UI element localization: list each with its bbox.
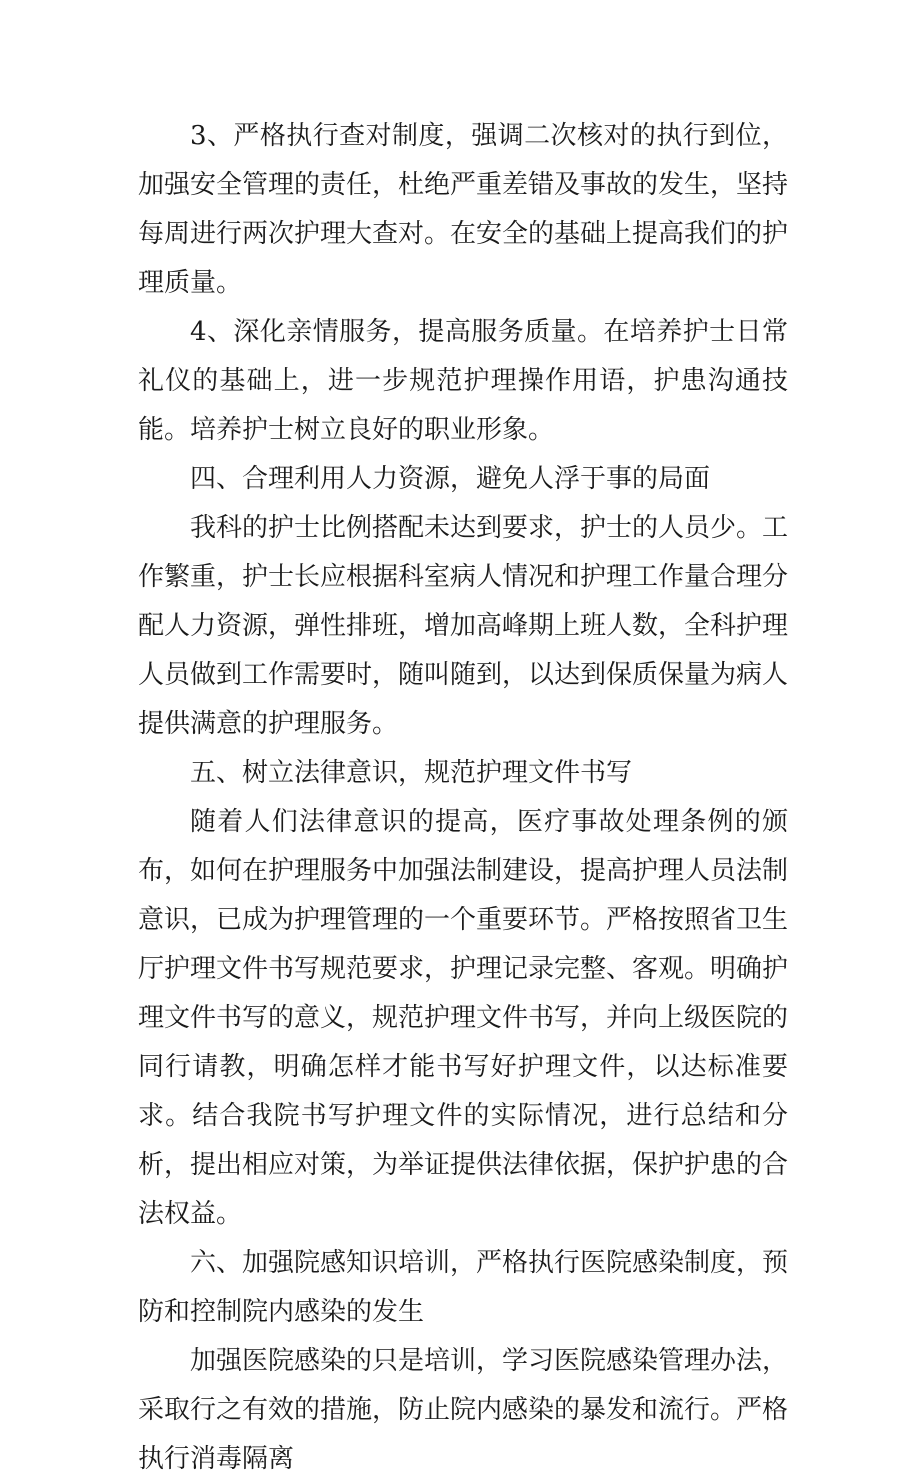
paragraph-staffing: 我科的护士比例搭配未达到要求，护士的人员少。工作繁重，护士长应根据科室病人情况和护理工作量合理分配人力资源，弹性排班，增加高峰期上班人数，全科护理人员做到工作需要时，随叫随到，以达到保质保量为病人提供满意的护理服务。	[138, 513, 789, 739]
paragraph-item-3: 3、严格执行查对制度，强调二次核对的执行到位，加强安全管理的责任，杜绝严重差错及事故的发生，坚持每周进行两次护理大查对。在安全的基础上提高我们的护理质量。	[138, 121, 789, 298]
paragraph-infection-training: 加强医院感染的只是培训，学习医院感染管理办法，采取行之有效的措施，防止院内感染的暴发和流行。严格执行消毒隔离	[138, 1346, 789, 1474]
paragraph-item-4: 4、深化亲情服务，提高服务质量。在培养护士日常礼仪的基础上，进一步规范护理操作用语，护患沟通技能。培养护士树立良好的职业形象。	[138, 317, 788, 445]
document-body	[138, 112, 788, 1484]
section-heading-6: 六、加强院感知识培训，严格执行医院感染制度，预防和控制院内感染的发生	[138, 1248, 789, 1327]
paragraph-legal-awareness: 随着人们法律意识的提高，医疗事故处理条例的颁布，如何在护理服务中加强法制建设，提高护理人员法制意识，已成为护理管理的一个重要环节。严格按照省卫生厅护理文件书写规范要求，护理记录完整、客观。明确护理文件书写的意义，规范护理文件书写，并向上级医院的同行请教，明确怎样才能书写好护理文件，以达标准要求。结合我院书写护理文件的实际情况，进行总结和分析，提出相应对策，为举证提供法律依据，保护护患的合法权益。	[138, 807, 789, 1229]
section-heading-4: 四、合理利用人力资源，避免人浮于事的局面	[190, 464, 711, 494]
section-heading-5: 五、树立法律意识，规范护理文件书写	[190, 758, 633, 788]
